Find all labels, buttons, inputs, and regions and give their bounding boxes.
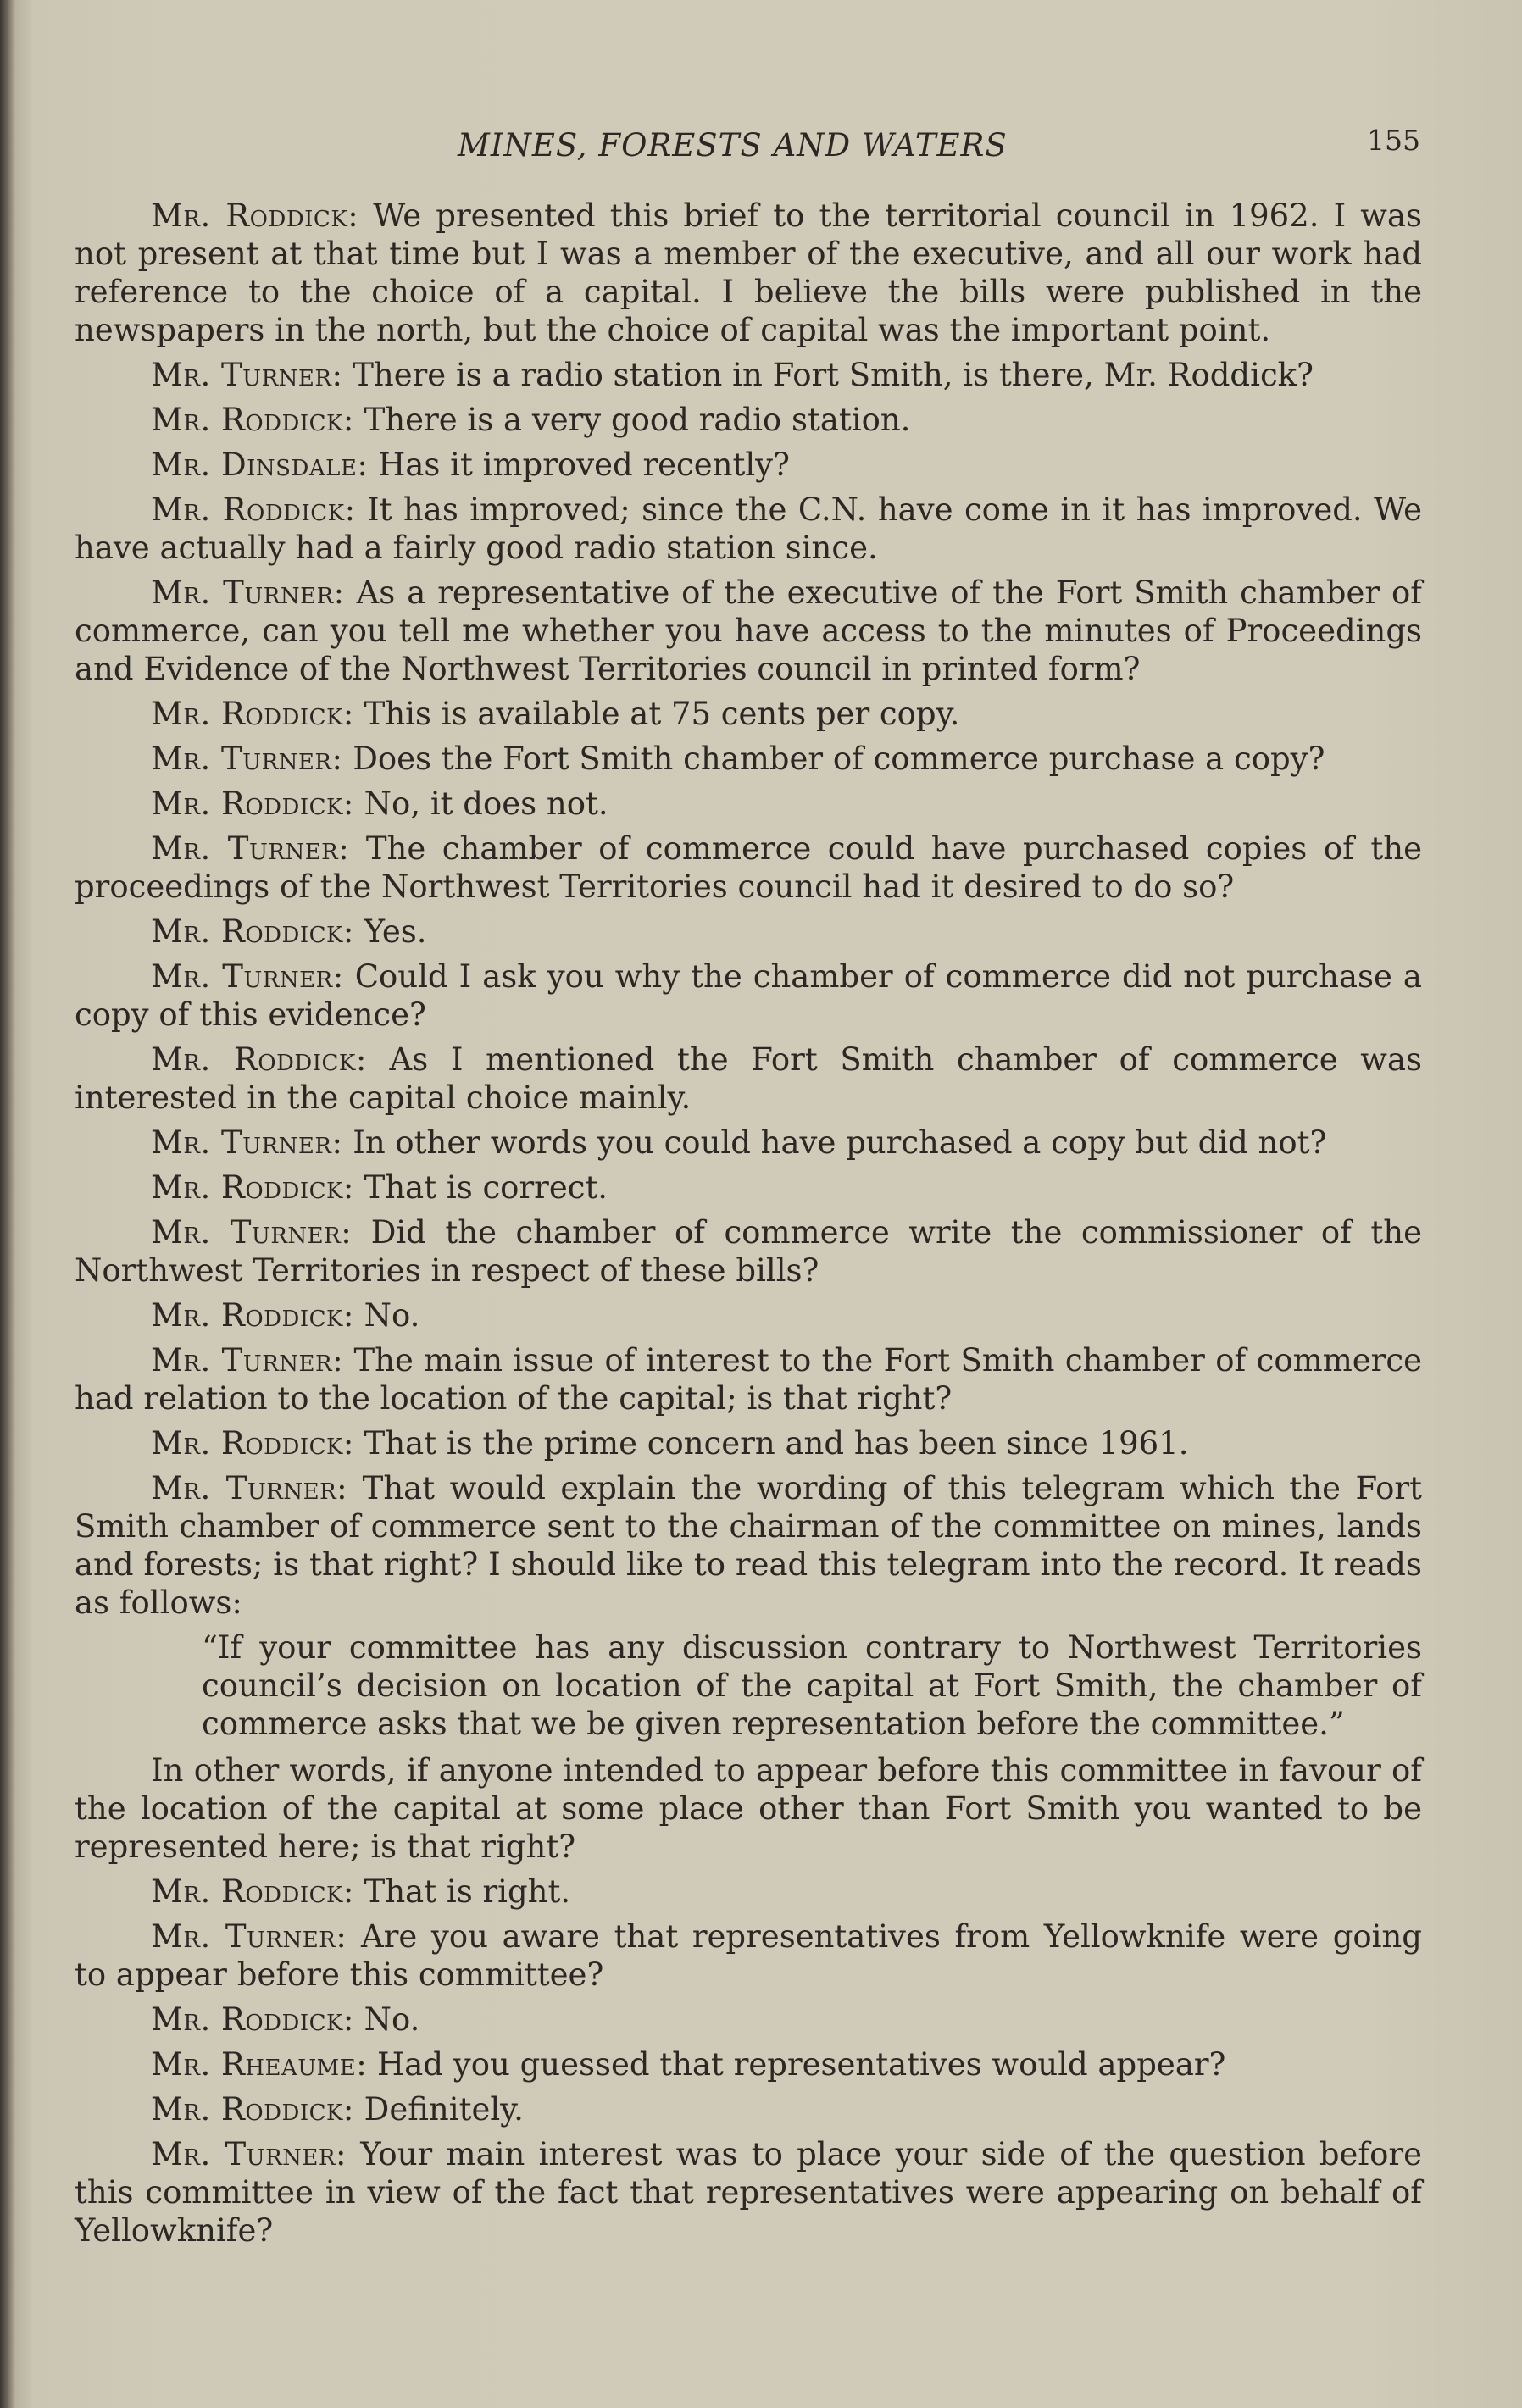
speaker-name: Mr. Turner: — [151, 958, 344, 995]
speaker-name: Mr. Roddick: — [151, 1041, 367, 1078]
paragraph-text: It has improved; since the C.N. have come in it has improved. We have actually had a fairly good radio station since. — [75, 491, 1423, 566]
paragraph-text: In other words you could have purchased a copy but did not? — [353, 1124, 1327, 1161]
speaker-name: Mr. Roddick: — [151, 197, 359, 234]
paragraph — [75, 740, 1422, 778]
running-title: MINES, FORESTS AND WATERS — [458, 127, 1008, 164]
page-header — [76, 119, 1420, 169]
speaker-name: Mr. Turner: — [151, 1918, 347, 1955]
paragraph-text: There is a very good radio station. — [364, 402, 911, 438]
paragraph — [75, 491, 1422, 567]
paragraph — [75, 356, 1422, 394]
paragraph — [75, 197, 1422, 349]
speaker-name: Mr. Roddick: — [151, 696, 354, 732]
page-number: 155 — [1367, 124, 1420, 157]
paragraph — [75, 1917, 1422, 1994]
speaker-name: Mr. Turner: — [151, 574, 345, 611]
speaker-name: Mr. Turner: — [151, 2136, 347, 2172]
body-text — [75, 197, 1422, 2256]
paragraph-text: As I mentioned the Fort Smith chamber of commerce was interested in the capital choice mainly. — [75, 1041, 1423, 1116]
paragraph-text: Yes. — [364, 913, 427, 950]
speaker-name: Mr. Roddick: — [151, 402, 354, 438]
paragraph — [75, 1341, 1422, 1418]
paragraph-text: Did the chamber of commerce write the commissioner of the Northwest Territories in respect of these bills? — [75, 1214, 1422, 1289]
paragraph-text: That is correct. — [364, 1169, 608, 1206]
paragraph — [75, 446, 1422, 484]
block-quote: “If your committee has any discussion contrary to Northwest Territories council’s decision on location of the capital at Fort Smith, the chamber of commerce asks that we be given representation before the committee.” — [202, 1629, 1422, 1742]
paragraph-text: That is the prime concern and has been since 1961. — [364, 1425, 1189, 1462]
speaker-name: Mr. Turner: — [151, 1470, 348, 1506]
paragraph — [75, 829, 1422, 906]
paragraph — [75, 957, 1422, 1034]
paragraph-text: Has it improved recently? — [378, 447, 790, 483]
speaker-name: Mr. Roddick: — [151, 1873, 354, 1910]
speaker-name: Mr. Turner: — [151, 1214, 353, 1251]
speaker-name: Mr. Roddick: — [151, 1169, 354, 1206]
paragraph — [75, 1168, 1422, 1207]
speaker-name: Mr. Roddick: — [151, 785, 354, 822]
paragraph-text: Had you guessed that representatives would appear? — [377, 2046, 1226, 2083]
speaker-name: Mr. Roddick: — [151, 1297, 354, 1334]
paragraph — [75, 1873, 1422, 1911]
paragraph — [75, 1296, 1422, 1334]
speaker-name: Mr. Roddick: — [151, 491, 356, 528]
paragraph-text: No. — [364, 2001, 420, 2038]
paragraph-text: We presented this brief to the territorial council in 1962. I was not present at that time but I was a member of the executive, and all our work had reference to the choice of a capital. I believe the bills were published in the newspapers in the north, but the choice of capital was the important point. — [75, 197, 1422, 348]
speaker-name: Mr. Dinsdale: — [151, 447, 369, 483]
paragraph-text: As a representative of the executive of the Fort Smith chamber of commerce, can you tell me whether you have access to the minutes of Proceedings and Evidence of the Northwest Territories council in printed form? — [75, 574, 1422, 687]
speaker-name: Mr. Turner: — [151, 1124, 343, 1161]
paragraph — [75, 2000, 1422, 2039]
paragraph-text: Does the Fort Smith chamber of commerce purchase a copy? — [353, 741, 1325, 777]
continuation-paragraph: In other words, if anyone intended to appear before this committee in favour of the location of the capital at some place other than Fort Smith you wanted to be represented here; is that right? — [75, 1752, 1422, 1865]
speaker-name: Mr. Turner: — [151, 830, 350, 867]
speaker-name: Mr. Roddick: — [151, 2001, 354, 2038]
speaker-name: Mr. Turner: — [151, 1342, 344, 1379]
paragraph — [75, 913, 1422, 951]
paragraph-text: No. — [364, 1297, 420, 1334]
paragraph-text: Definitely. — [364, 2091, 524, 2128]
paragraph — [75, 1469, 1422, 1622]
speaker-name: Mr. Turner: — [151, 741, 343, 777]
paragraph — [75, 695, 1422, 733]
paragraph — [75, 2135, 1422, 2250]
paragraph — [75, 401, 1422, 439]
paragraph — [75, 1213, 1422, 1290]
paragraph-text: No, it does not. — [364, 785, 608, 822]
speaker-name: Mr. Turner: — [151, 357, 343, 393]
paragraph-text: The chamber of commerce could have purchased copies of the proceedings of the Northwest Territories council had it desired to do so? — [75, 830, 1422, 905]
paragraph-text: There is a radio station in Fort Smith, is there, Mr. Roddick? — [353, 357, 1314, 393]
paragraph — [75, 785, 1422, 823]
paragraph — [75, 2090, 1422, 2128]
paragraph-text: Could I ask you why the chamber of commerce did not purchase a copy of this evidence? — [75, 958, 1422, 1033]
speaker-name: Mr. Roddick: — [151, 913, 354, 950]
paragraph — [75, 1424, 1422, 1462]
paragraph — [75, 2045, 1422, 2083]
paragraph-text: Your main interest was to place your side of the question before this committee in view of the fact that representatives were appearing on behalf of Yellowknife? — [75, 2136, 1422, 2249]
speaker-name: Mr. Roddick: — [151, 2091, 354, 2128]
paragraph — [75, 574, 1422, 688]
paragraph — [75, 1040, 1422, 1117]
paragraph-text: That would explain the wording of this telegram which the Fort Smith chamber of commerce sent to the chairman of the committee on mines, lands and forests; is that right? I should like to read this telegram into the record. It reads as follows: — [75, 1470, 1422, 1621]
speaker-name: Mr. Rheaume: — [151, 2046, 368, 2083]
speaker-name: Mr. Roddick: — [151, 1425, 354, 1462]
paragraph-text: Are you aware that representatives from Yellowknife were going to appear before this committee? — [75, 1918, 1422, 1993]
paragraph — [75, 1124, 1422, 1162]
paragraph-text: This is available at 75 cents per copy. — [364, 696, 960, 732]
paragraph-text: The main issue of interest to the Fort Smith chamber of commerce had relation to the location of the capital; is that right? — [75, 1342, 1422, 1417]
paragraph-text: That is right. — [364, 1873, 571, 1910]
